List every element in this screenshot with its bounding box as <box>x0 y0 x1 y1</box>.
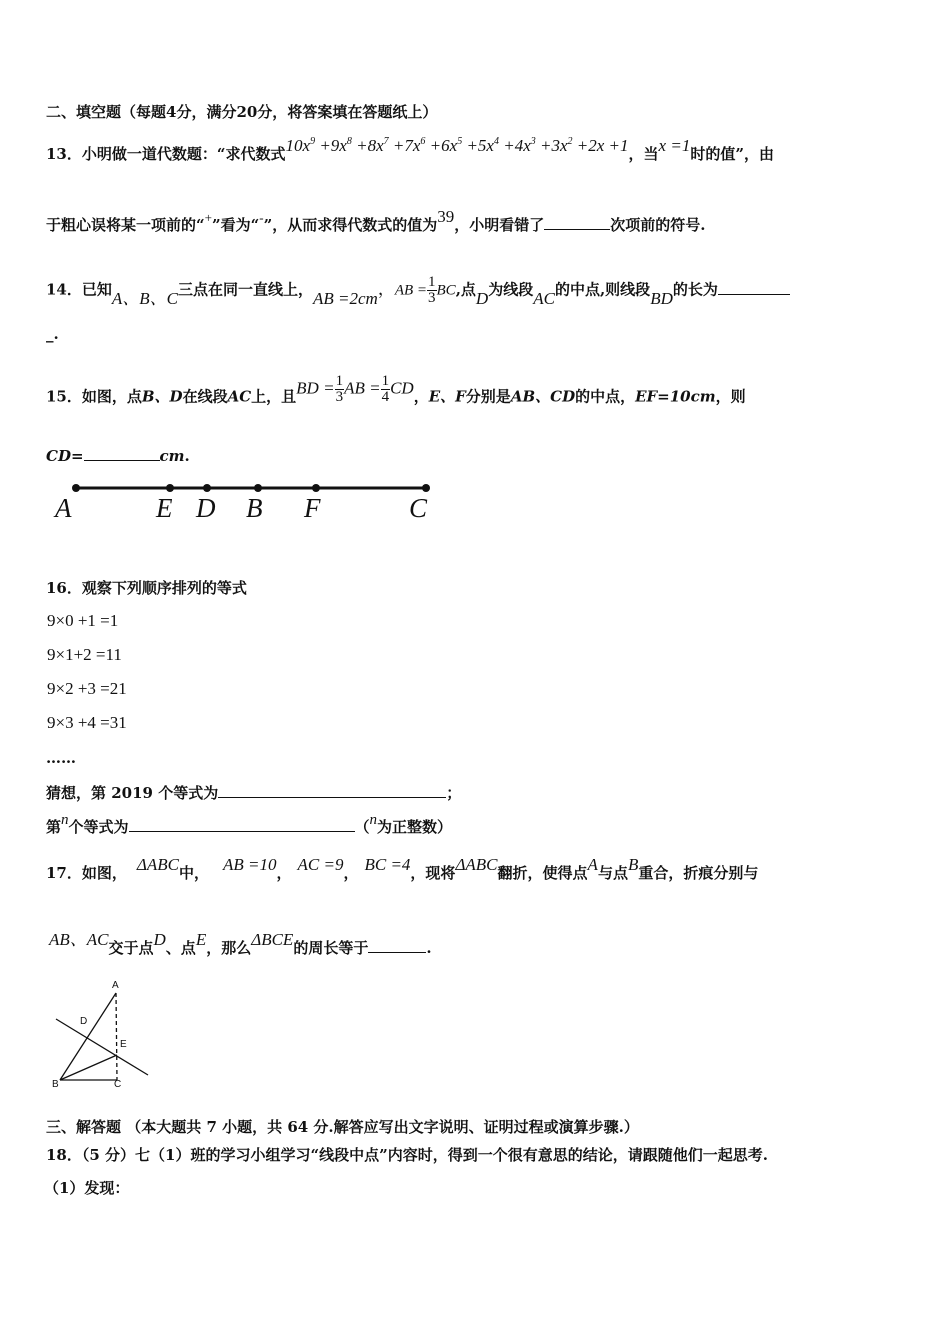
q16-ellipsis: …… <box>46 749 76 767</box>
q13-plus-sign: + <box>204 210 212 225</box>
point-c-label: C <box>409 493 428 523</box>
point-e-label: E <box>156 493 173 523</box>
q17-text-5: 与点 <box>597 864 628 882</box>
point-d-dot <box>203 484 211 492</box>
q17-text-1: 17．如图， <box>46 864 127 882</box>
point-e-dot <box>166 484 174 492</box>
q17-text-10: 的周长等于 <box>293 939 369 957</box>
q17-triangle-bce: ΔBCE <box>251 930 294 949</box>
q17-text-6: 重合，折痕分别与 <box>638 864 759 882</box>
q16-guess-text-2c: （ <box>354 818 370 836</box>
point-f-dot <box>312 484 320 492</box>
q15-ac: AC <box>227 387 252 406</box>
q14-tail: _. <box>46 325 59 343</box>
q14-ab-eq: AB = <box>394 282 428 299</box>
q17-ac: AC =9 <box>297 855 344 874</box>
q14-ab-length: AB =2cm <box>313 288 378 308</box>
q13-text-5: ”看为“ <box>211 216 260 234</box>
q15-ef-value: EF=10cm <box>635 387 716 406</box>
fig17-label-c: C <box>114 1079 122 1090</box>
q15-text-3: 上，且 <box>251 387 297 406</box>
side-ac <box>116 993 117 1080</box>
q16-guess-line2 <box>46 812 453 838</box>
q15-text-2: 在线段 <box>182 387 228 406</box>
fig17-label-a: A <box>112 980 119 991</box>
q16-answer-blank-1[interactable] <box>218 782 446 798</box>
q17-ab-ac: AB、AC <box>49 930 109 949</box>
q15-points-bd: B、D <box>141 387 183 406</box>
q17-text-7: 交于点 <box>108 939 154 957</box>
q16-equation-4: 9×3 +4 =31 <box>47 713 127 732</box>
q15-text-5: 分别是 <box>465 387 511 406</box>
q16-guess-line1 <box>46 782 461 803</box>
q17-comma-1: ， <box>276 864 292 882</box>
q13-text-8: 次项前的符号. <box>610 216 706 234</box>
point-b-dot <box>254 484 262 492</box>
fig17-label-e: E <box>120 1039 127 1050</box>
q14-fraction: $\frac{1}{3}$ <box>428 274 436 306</box>
q17-triangle-svg <box>40 975 160 1095</box>
q15-ef: E、F <box>428 387 466 406</box>
section-2-title: 二、填空题（每题4分，满分20分，将答案填在答题纸上） <box>46 103 438 121</box>
q14-points: A、B、C <box>111 288 178 308</box>
q17-text-4: 翻折，使得点 <box>497 864 588 882</box>
q14-text-3: ,点 <box>455 280 476 299</box>
question-17-line2 <box>46 930 432 958</box>
q14-bd: BD <box>650 288 673 308</box>
q16-guess-text-2d: 为正整数） <box>377 818 453 836</box>
q14-text-2: 三点在同一直线上， <box>177 280 313 299</box>
q14-text-1: 14．已知 <box>46 280 112 299</box>
q17-point-b: B <box>627 855 639 874</box>
fig17-label-b: B <box>52 1079 59 1090</box>
fig17-label-d: D <box>80 1016 88 1027</box>
point-d-label: D <box>196 493 216 523</box>
q15-text-4: ， <box>413 387 429 406</box>
point-b-label: B <box>246 493 263 523</box>
q16-n-2: n <box>369 812 378 828</box>
q13-text-3: 时的值”，由 <box>690 145 774 163</box>
q14-text-4: 为线段 <box>488 280 534 299</box>
q17-text-9: ，那么 <box>206 939 252 957</box>
question-18: 18．（5 分）七（1）班的学习小组学习“线段中点”内容时，得到一个很有意思的结论，请跟随他们一起思考. <box>46 1146 768 1164</box>
q15-text-7: ，则 <box>715 387 746 406</box>
q17-text-3: ，现将 <box>410 864 456 882</box>
q13-condition: x =1 <box>658 136 691 155</box>
point-a-dot <box>72 484 80 492</box>
q17-point-a: A <box>587 855 598 874</box>
q17-text-8: 、点 <box>165 939 196 957</box>
q15-equation: BD = $\frac{1}{3}$ AB = $\frac{1}{4}$ CD <box>296 373 414 405</box>
q17-point-e: E <box>195 930 207 949</box>
question-18-sub-1: （1）发现： <box>44 1179 130 1197</box>
q17-text-2: 中， <box>178 864 209 882</box>
q15-segment-svg <box>0 0 950 540</box>
q13-minus-sign: - <box>259 210 264 225</box>
q16-n: n <box>61 812 69 828</box>
q14-text-5: 的中点,则线段 <box>554 280 651 299</box>
q13-polynomial: $10x^9 +9x^8 +8x^7 +7x^6 +6x^5 +5x^4 +4x^3 +3x^2 +2x +1$ <box>285 136 629 155</box>
point-f-label: F <box>304 493 321 523</box>
q13-text-2: ，当 <box>628 145 659 163</box>
q13-text-7: ，小明看错了 <box>454 216 545 234</box>
point-c-dot <box>422 484 430 492</box>
q16-answer-blank-2[interactable] <box>129 816 355 832</box>
q16-guess-text-2b: 个等式为 <box>68 818 129 836</box>
q17-figure <box>40 975 160 1095</box>
q13-text-1: 13．小明做一道代数题：“求代数式 <box>46 145 286 163</box>
q16-equation-1: 9×0 +1 =1 <box>47 611 119 630</box>
question-17-line1 <box>46 855 759 883</box>
q13-text-4: 于粗心误将某一项前的“ <box>46 216 205 234</box>
q16-guess-text-2a: 第 <box>46 818 62 836</box>
fold-line-de <box>56 1019 148 1075</box>
q16-guess-text-1: 猜想，第 2019 个等式为 <box>46 784 219 802</box>
q14-point-d: D <box>475 288 489 308</box>
q17-answer-blank[interactable] <box>368 937 426 953</box>
q16-equation-2: 9×1+2 =11 <box>47 645 122 664</box>
q17-point-d: D <box>153 930 166 949</box>
q15-dot: . <box>184 447 190 465</box>
q15-unit: cm <box>159 447 185 465</box>
q17-bc: BC =4 <box>364 855 411 874</box>
side-ab <box>60 993 116 1080</box>
q17-triangle-2: ΔABC <box>455 855 498 874</box>
q15-cd-label: CD= <box>46 447 84 465</box>
point-a-label: A <box>55 493 72 523</box>
q17-triangle: ΔABC <box>136 855 179 874</box>
q17-text-11: . <box>426 939 432 957</box>
q17-comma-2: ， <box>343 864 359 882</box>
q15-abcd: AB、CD <box>510 387 576 406</box>
q14-comma: ， <box>377 279 395 299</box>
q14-bc: BC <box>436 282 456 299</box>
section-3-title: 三、解答题 （本大题共 7 小题，共 64 分.解答应写出文字说明、证明过程或演算步骤.） <box>46 1118 639 1136</box>
q13-text-6: ”，从而求得代数式的值为 <box>263 216 438 234</box>
q14-text-6: 的长为 <box>672 280 718 299</box>
q13-value: 39 <box>437 207 455 226</box>
q15-text-1: 15．如图，点 <box>46 387 142 406</box>
q14-ac: AC <box>533 288 555 308</box>
q16-guess-end: ； <box>446 784 462 802</box>
q17-ab: AB =10 <box>222 855 277 874</box>
q16-equation-3: 9×2 +3 =21 <box>47 679 127 698</box>
q15-text-6: 的中点， <box>575 387 636 406</box>
question-16-title: 16．观察下列顺序排列的等式 <box>46 579 247 597</box>
